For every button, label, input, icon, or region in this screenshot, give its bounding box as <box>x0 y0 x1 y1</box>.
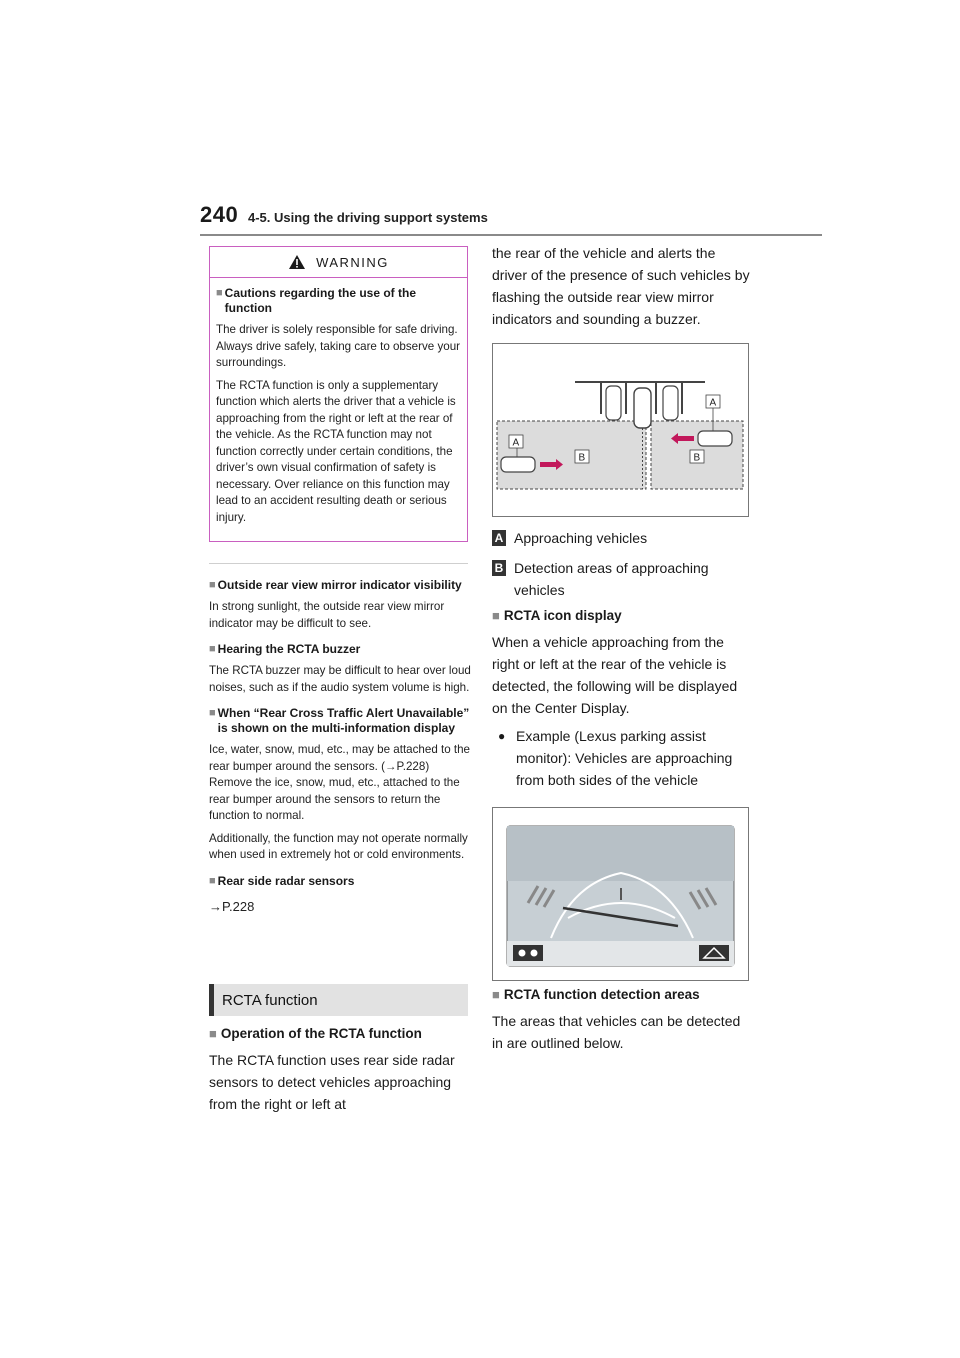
warning-box <box>209 246 468 542</box>
legend-tag-b: B <box>492 560 506 576</box>
rear-view-icon <box>699 945 729 961</box>
warning-header <box>210 247 467 278</box>
legend-item-a: A Approaching vehicles <box>492 527 750 549</box>
label-b-right: B <box>693 452 701 464</box>
warning-paragraph-2: The RCTA function is only a supplementary function which alerts the driver that a vehicle is approaching from the right or left at the rear of the vehicle. As the RCTA function may not function correctly under certain conditions, the driver’s own visual confirmation of safety is necessary. Over reliance on this function may lead to an accident resulting death or serious injury. <box>216 378 456 524</box>
square-bullet-icon: ■ <box>492 987 500 1002</box>
example-bullet: ● Example (Lexus parking assist monitor): Vehicles are approaching from both sides of the vehicle <box>492 725 750 791</box>
legend-tag-a: A <box>492 530 506 546</box>
detection-areas-text: The areas that vehicles can be detected in are outlined below. <box>492 1013 741 1051</box>
unavailable-text-1: Ice, water, snow, mud, etc., may be attached to the rear bumper around the sensors. (→P.228) Remove the ice, snow, mud, etc., attached to the rear bumper around the sensors to return the function to normal. <box>209 743 471 822</box>
warning-triangle-icon <box>288 254 306 270</box>
radar-page-reference[interactable]: →P.228 <box>209 898 255 914</box>
icon-display-heading: ■ RCTA icon display <box>492 608 622 623</box>
label-a-left: A <box>512 437 520 449</box>
figure-legend <box>492 527 750 601</box>
mirror-heading: ■ Outside rear view mirror indicator visibility <box>209 578 462 592</box>
square-bullet-icon: ■ <box>209 874 216 887</box>
legend-item-b: B Detection areas of approaching vehicles <box>492 557 750 601</box>
mirror-text: In strong sunlight, the outside rear view mirror indicator may be difficult to see. <box>209 600 445 630</box>
header-divider <box>200 234 822 236</box>
operation-heading: ■ Operation of the RCTA function <box>209 1026 422 1041</box>
buzzer-text: The RCTA buzzer may be difficult to hear over loud noises, such as if the audio system volume is high. <box>209 664 471 694</box>
operation-section <box>209 1026 471 1115</box>
square-bullet-icon: ■ <box>492 608 500 623</box>
radar-heading: ■ Rear side radar sensors <box>209 873 355 888</box>
section-title: 4-5. Using the driving support systems <box>248 210 488 225</box>
operation-text-continued: the rear of the vehicle and alerts the driver of the presence of such vehicles by flashing the outside rear view mirror indicators and sounding a buzzer. <box>492 245 750 327</box>
square-bullet-icon: ■ <box>209 707 216 719</box>
page-number: 240 <box>200 202 239 227</box>
warning-subhead: ■ Cautions regarding the use of the function <box>216 286 417 315</box>
rcta-function-heading: RCTA function <box>209 984 468 1016</box>
square-bullet-icon: ■ <box>209 579 216 591</box>
square-bullet-icon: ■ <box>209 1026 217 1041</box>
icon-display-text: When a vehicle approaching from the right or left at the rear of the vehicle is detected, the following will be displayed on the Center Display. <box>492 634 738 716</box>
center-display-svg <box>493 808 748 980</box>
square-bullet-icon: ■ <box>216 287 223 299</box>
warning-paragraph-1: The driver is solely responsible for safe driving. Always drive safely, taking care to observe your surroundings. <box>216 323 461 369</box>
icon-display-section <box>492 608 750 791</box>
unavailable-heading: ■ When “Rear Cross Traffic Alert Unavailable” is shown on the multi-information display <box>209 706 470 735</box>
square-bullet-icon: ■ <box>209 643 216 655</box>
detection-diagram-svg <box>493 344 748 516</box>
center-display-figure <box>492 807 749 981</box>
notes-divider <box>209 563 468 564</box>
detection-areas-section <box>492 987 750 1054</box>
buzzer-heading: ■ Hearing the RCTA buzzer <box>209 642 361 656</box>
round-bullet-icon: ● <box>498 729 506 743</box>
label-a-right: A <box>709 397 717 409</box>
unavailable-text-2: Additionally, the function may not operate normally when used in extremely hot or cold environments. <box>209 831 468 861</box>
detection-diagram <box>492 343 749 517</box>
operation-text: The RCTA function uses rear side radar sensors to detect vehicles approaching from the right or left at <box>209 1052 455 1112</box>
detection-areas-heading: ■ RCTA function detection areas <box>492 987 700 1002</box>
label-b-left: B <box>578 452 586 464</box>
camera-view-icon <box>513 945 543 961</box>
notes-section <box>209 568 471 914</box>
detection-area-left <box>497 421 646 489</box>
warning-title: WARNING <box>316 254 389 270</box>
